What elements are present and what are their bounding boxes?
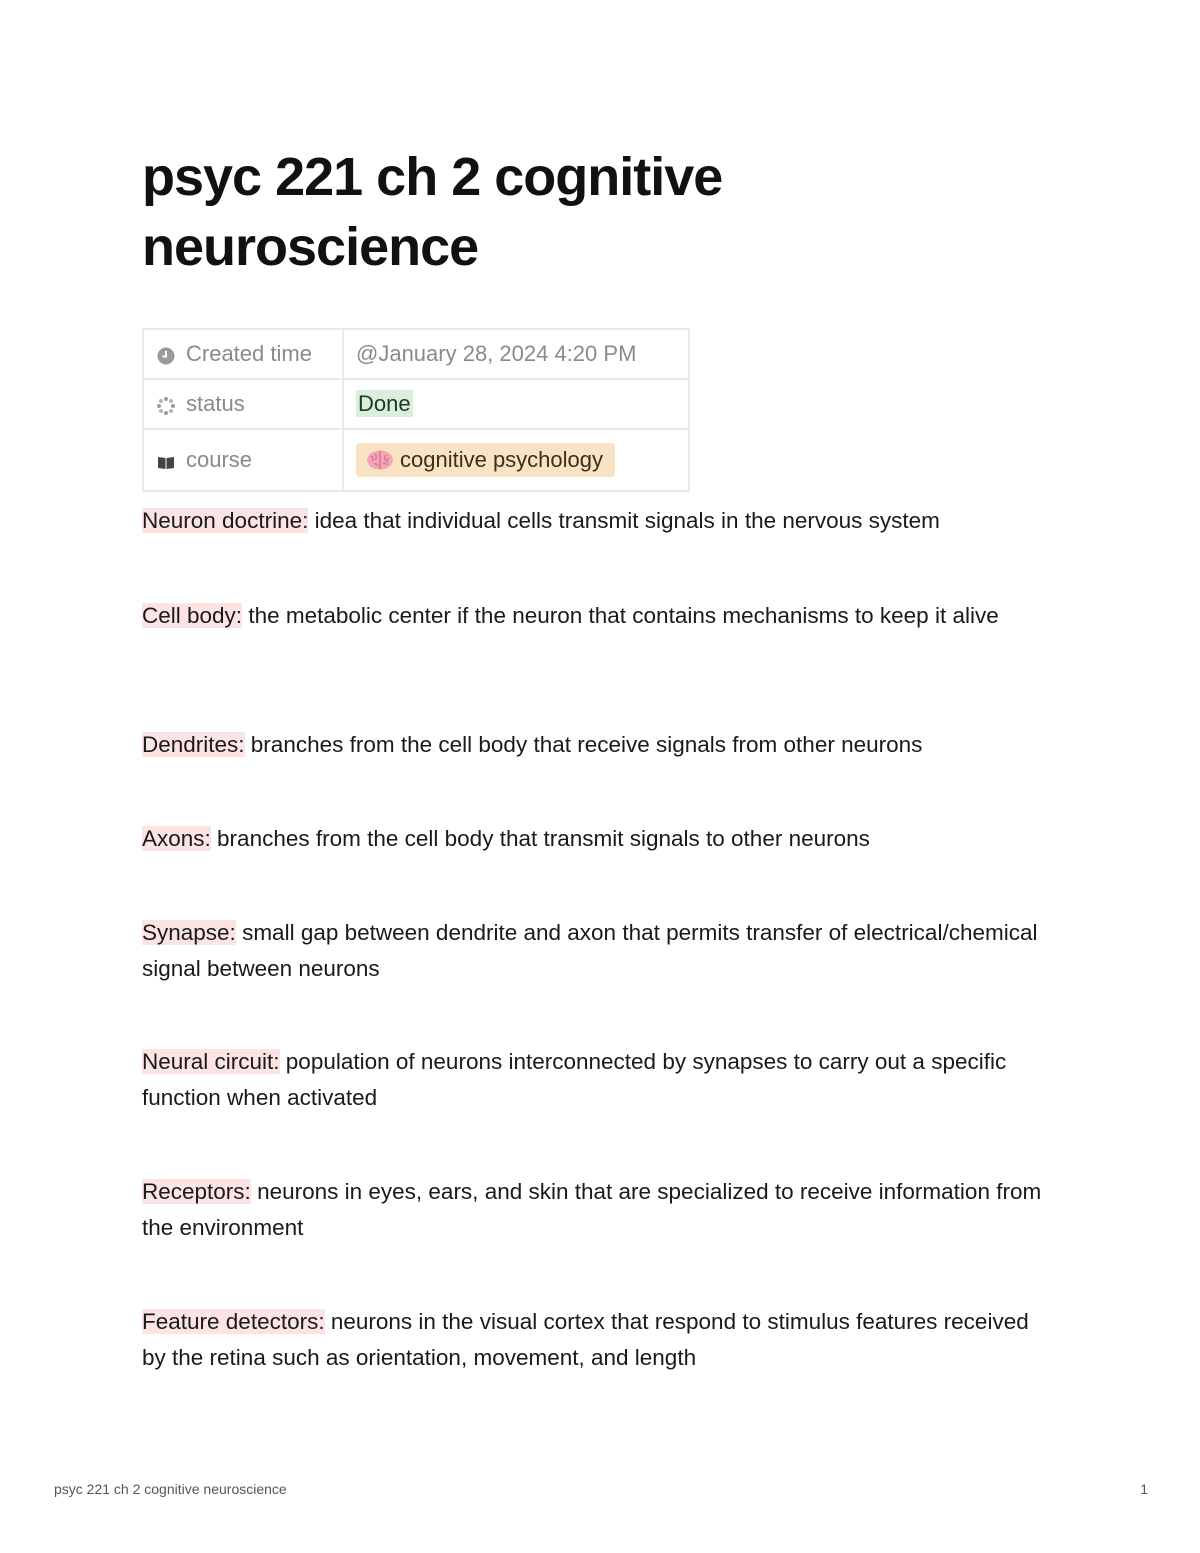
book-icon — [156, 452, 176, 472]
property-value — [343, 379, 689, 429]
term: Dendrites: — [142, 732, 245, 757]
definition-entry — [142, 1174, 1052, 1246]
property-label: status — [186, 391, 245, 416]
property-key — [143, 429, 343, 491]
loading-icon — [156, 396, 176, 416]
footer-page-number: 1 — [1140, 1481, 1148, 1497]
property-value — [343, 429, 689, 491]
definition-entry — [142, 727, 1052, 763]
course-tag[interactable] — [356, 443, 615, 477]
term: Cell body: — [142, 603, 243, 628]
footer-doc-title: psyc 221 ch 2 cognitive neuroscience — [54, 1481, 287, 1497]
definition-entry — [142, 915, 1052, 987]
clock-icon — [156, 346, 176, 366]
property-key — [143, 329, 343, 379]
property-row-status — [143, 379, 689, 429]
property-value — [343, 329, 689, 379]
term: Neuron doctrine: — [142, 508, 309, 533]
definition: small gap between dendrite and axon that permits transfer of electrical/chemical signal between neurons — [142, 920, 1038, 981]
property-key — [143, 379, 343, 429]
property-row-created-time — [143, 329, 689, 379]
definition-entry — [142, 1304, 1052, 1376]
definition: branches from the cell body that receive signals from other neurons — [244, 732, 923, 757]
term: Feature detectors: — [142, 1309, 325, 1334]
definition: idea that individual cells transmit signals in the nervous system — [308, 508, 940, 533]
property-row-course — [143, 429, 689, 491]
created-time-value[interactable]: @January 28, 2024 4:20 PM — [356, 341, 637, 366]
definition-entry — [142, 821, 1052, 857]
definition: branches from the cell body that transmit signals to other neurons — [210, 826, 870, 851]
properties-table — [142, 328, 690, 492]
definition-entry — [142, 1044, 1052, 1116]
course-tag-label: cognitive psychology — [400, 447, 604, 472]
definition: population of neurons interconnected by synapses to carry out a specific function when activated — [142, 1049, 1007, 1110]
definition: neurons in eyes, ears, and skin that are specialized to receive information from the environment — [142, 1179, 1042, 1240]
term: Synapse: — [142, 920, 236, 945]
term: Receptors: — [142, 1179, 251, 1204]
definition: neurons in the visual cortex that respond to stimulus features received by the retina such as orientation, movement, and length — [142, 1309, 1029, 1370]
page-title: psyc 221 ch 2 cognitive neuroscience — [142, 147, 723, 277]
definition-entry — [142, 598, 1052, 634]
brain-emoji-icon — [366, 449, 394, 471]
definition: the metabolic center if the neuron that contains mechanisms to keep it alive — [242, 603, 999, 628]
term: Neural circuit: — [142, 1049, 280, 1074]
term: Axons: — [142, 826, 211, 851]
definition-entry — [142, 503, 1052, 539]
property-label: Created time — [186, 341, 312, 366]
status-badge[interactable]: Done — [358, 391, 411, 416]
property-label: course — [186, 447, 253, 472]
